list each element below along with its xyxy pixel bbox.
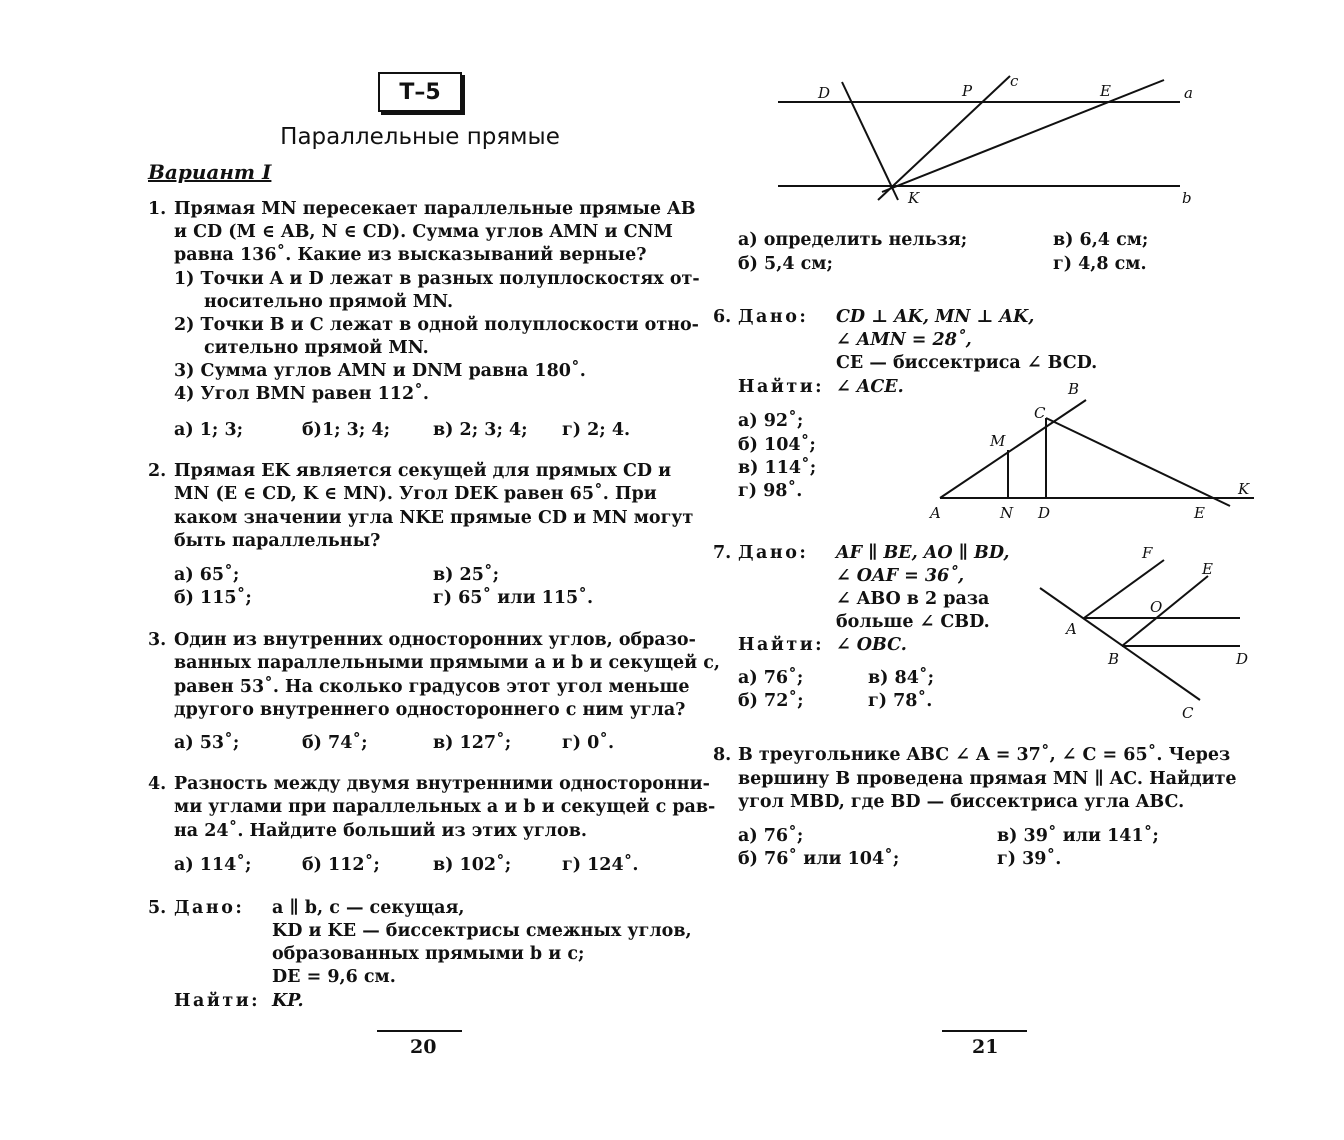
- given-line: CE — биссектриса ∠ BCD.: [836, 353, 1098, 373]
- answer-option: в) 114˚;: [738, 458, 817, 478]
- question-text-line: каком значении угла NKE прямые CD и MN могут: [174, 508, 694, 528]
- label-K: K: [908, 189, 920, 207]
- label-M: M: [990, 432, 1006, 450]
- segment-ce: [1046, 418, 1230, 506]
- label-b: b: [1182, 189, 1192, 207]
- answer-option: в) 39˚ или 141˚;: [997, 826, 1159, 846]
- question-text-line: равен 53˚. На сколько градусов этот угол меньше: [174, 677, 690, 697]
- question-text-line: MN (E ∈ CD, K ∈ MN). Угол DEK равен 65˚. При: [174, 484, 657, 504]
- page-number: 21: [972, 1036, 999, 1058]
- answer-option: б) 76˚ или 104˚;: [738, 849, 900, 869]
- question-number: 6.: [713, 307, 732, 327]
- answer-option: г) 78˚.: [868, 691, 933, 711]
- label-a: a: [1184, 84, 1193, 102]
- figure-parallel-lines-bisectors: [770, 66, 1210, 216]
- label-F: F: [1142, 544, 1153, 562]
- given-line: CD ⊥ AK, MN ⊥ AK,: [836, 307, 1035, 327]
- label-A: A: [930, 504, 941, 522]
- given-label: Дано:: [174, 898, 245, 918]
- label-B: B: [1068, 380, 1080, 398]
- answer-option: г) 4,8 см.: [1053, 254, 1147, 274]
- given-line: образованных прямыми b и c;: [272, 944, 585, 964]
- question-number: 8.: [713, 745, 732, 765]
- label-C: C: [1034, 404, 1046, 422]
- answer-option: г) 0˚.: [562, 733, 615, 753]
- label-E: E: [1194, 504, 1205, 522]
- answer-option: г) 2; 4.: [562, 420, 631, 440]
- label-C: C: [1182, 704, 1194, 722]
- question-text-line: на 24˚. Найдите больший из этих углов.: [174, 821, 587, 841]
- page-number: 20: [410, 1036, 437, 1058]
- label-D: D: [1038, 504, 1051, 522]
- question-text-line: вершину B проведена прямая MN ∥ AC. Найдите: [738, 769, 1237, 789]
- page-divider: [377, 1030, 462, 1032]
- answer-option: в) 25˚;: [433, 565, 500, 585]
- question-text-line: Прямая MN пересекает параллельные прямые AB: [174, 199, 696, 219]
- statement-line: сительно прямой MN.: [204, 338, 429, 358]
- answer-option: г) 65˚ или 115˚.: [433, 588, 594, 608]
- statement-line: 1) Точки A и D лежат в разных полуплоскостях от-: [174, 269, 700, 289]
- find-label: Найти:: [738, 377, 825, 397]
- line-ab: [940, 400, 1086, 498]
- label-P: P: [962, 82, 973, 100]
- given-label: Дано:: [738, 543, 809, 563]
- question-text-line: и CD (M ∈ AB, N ∈ CD). Сумма углов AMN и CNM: [174, 222, 673, 242]
- label-O: O: [1150, 598, 1163, 616]
- label-c: c: [1010, 72, 1019, 90]
- answer-option: а) 76˚;: [738, 826, 804, 846]
- answer-option: г) 98˚.: [738, 481, 803, 501]
- question-text-line: ванных параллельными прямыми a и b и секущей c,: [174, 653, 720, 673]
- given-line: AF ∥ BE, AO ∥ BD,: [836, 543, 1010, 563]
- question-text-line: угол MBD, где BD — биссектриса угла ABC.: [738, 792, 1185, 812]
- answer-option: г) 39˚.: [997, 849, 1062, 869]
- question-number: 1.: [148, 199, 167, 219]
- page-divider: [942, 1030, 1027, 1032]
- question-number: 3.: [148, 630, 167, 650]
- question-text-line: равна 136˚. Какие из высказываний верные?: [174, 245, 647, 265]
- answer-option: а) 53˚;: [174, 733, 240, 753]
- figure-triangle-ake: [920, 376, 1260, 524]
- statement-line: 2) Точки B и C лежат в одной полуплоскости отно-: [174, 315, 699, 335]
- label-D: D: [818, 84, 831, 102]
- question-text-line: другого внутреннего одностороннего с ним угла?: [174, 700, 686, 720]
- figure-parallel-rays: [1036, 540, 1256, 726]
- label-A: A: [1066, 620, 1077, 638]
- line-c: [878, 76, 1010, 200]
- variant-heading: Вариант I: [148, 160, 272, 184]
- answer-option: б) 104˚;: [738, 435, 816, 455]
- answer-option: а) определить нельзя;: [738, 230, 968, 250]
- question-text-line: Разность между двумя внутренними односторонни-: [174, 774, 710, 794]
- statement-line: 4) Угол BMN равен 112˚.: [174, 384, 429, 404]
- answer-option: а) 1; 3;: [174, 420, 244, 440]
- label-B: B: [1108, 650, 1120, 668]
- find-value: KP.: [272, 991, 304, 1011]
- answer-option: б)1; 3; 4;: [302, 420, 391, 440]
- answer-option: б) 112˚;: [302, 855, 380, 875]
- label-N: N: [1000, 504, 1014, 522]
- question-text-line: Один из внутренних односторонних углов, образо-: [174, 630, 696, 650]
- given-line: KD и KE — биссектрисы смежных углов,: [272, 921, 692, 941]
- label-E: E: [1202, 560, 1213, 578]
- answer-option: б) 115˚;: [174, 588, 252, 608]
- answer-option: б) 5,4 см;: [738, 254, 833, 274]
- ray-be: [1122, 576, 1208, 646]
- test-number: Т–5: [399, 79, 441, 105]
- answer-option: а) 65˚;: [174, 565, 240, 585]
- question-text-line: ми углами при параллельных a и b и секущей c рав-: [174, 797, 716, 817]
- question-number: 5.: [148, 898, 167, 918]
- answer-option: а) 114˚;: [174, 855, 252, 875]
- question-text-line: Прямая EK является секущей для прямых CD и: [174, 461, 672, 481]
- question-text-line: быть параллельны?: [174, 531, 381, 551]
- answer-option: в) 102˚;: [433, 855, 512, 875]
- page-title: Параллельные прямые: [280, 124, 560, 150]
- answer-option: б) 72˚;: [738, 691, 804, 711]
- answer-option: а) 76˚;: [738, 668, 804, 688]
- label-E: E: [1100, 82, 1111, 100]
- find-value: ∠ ACE.: [836, 377, 904, 397]
- given-line: ∠ ABO в 2 раза: [836, 589, 990, 609]
- segment-ke: [882, 80, 1164, 192]
- given-line: ∠ OAF = 36˚,: [836, 566, 965, 586]
- answer-option: в) 2; 3; 4;: [433, 420, 528, 440]
- label-K: K: [1238, 480, 1250, 498]
- find-label: Найти:: [174, 991, 261, 1011]
- statement-line: носительно прямой MN.: [204, 292, 454, 312]
- answer-option: в) 84˚;: [868, 668, 935, 688]
- answer-option: в) 6,4 см;: [1053, 230, 1149, 250]
- given-label: Дано:: [738, 307, 809, 327]
- label-D: D: [1236, 650, 1249, 668]
- question-text-line: В треугольнике ABC ∠ A = 37˚, ∠ C = 65˚. Через: [738, 745, 1231, 765]
- question-number: 2.: [148, 461, 167, 481]
- given-line: DE = 9,6 см.: [272, 967, 396, 987]
- given-line: ∠ AMN = 28˚,: [836, 330, 972, 350]
- statement-line: 3) Сумма углов AMN и DNM равна 180˚.: [174, 361, 586, 381]
- answer-option: в) 127˚;: [433, 733, 512, 753]
- answer-option: г) 124˚.: [562, 855, 639, 875]
- segment-kd: [842, 82, 898, 200]
- question-number: 7.: [713, 543, 732, 563]
- test-number-box: [378, 72, 462, 112]
- answer-option: а) 92˚;: [738, 411, 804, 431]
- find-value: ∠ OBC.: [836, 635, 907, 655]
- given-line: больше ∠ CBD.: [836, 612, 990, 632]
- line-ac: [1040, 588, 1200, 700]
- question-number: 4.: [148, 774, 167, 794]
- given-line: a ∥ b, c — секущая,: [272, 898, 465, 918]
- answer-option: б) 74˚;: [302, 733, 368, 753]
- find-label: Найти:: [738, 635, 825, 655]
